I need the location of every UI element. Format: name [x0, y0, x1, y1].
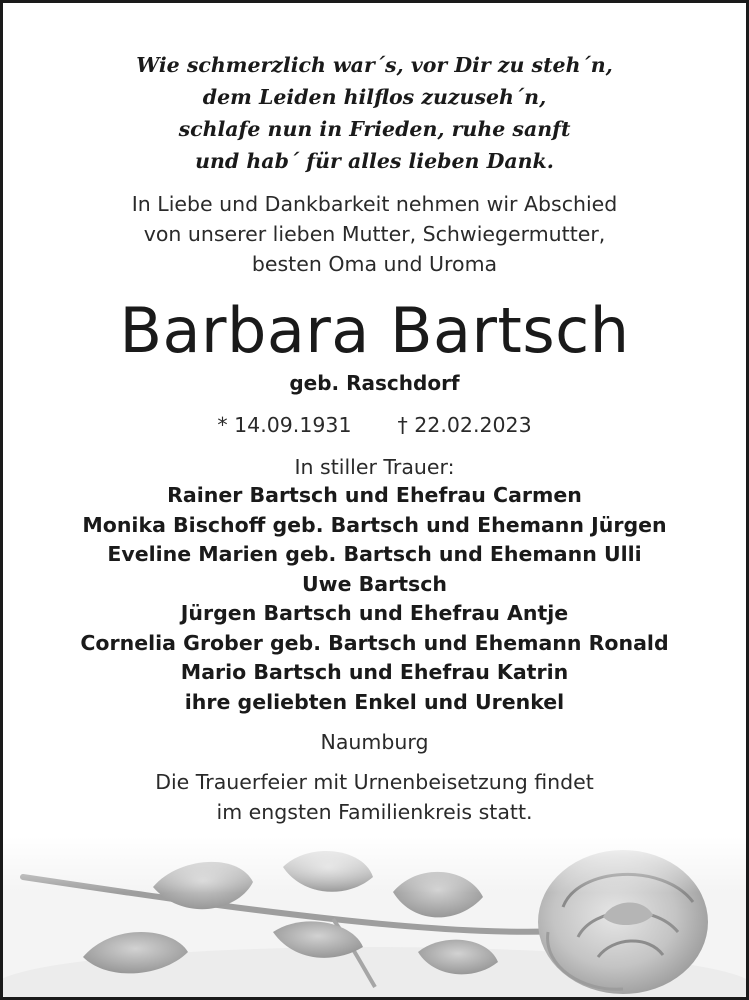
ceremony-line: im engsten Familienkreis statt.: [216, 800, 533, 824]
verse-line: schlafe nun in Frieden, ruhe sanft: [178, 117, 571, 141]
birth-date: * 14.09.1931: [217, 413, 352, 437]
family-member: Rainer Bartsch und Ehefrau Carmen: [167, 483, 582, 507]
family-list: [3, 481, 746, 717]
verse-line: dem Leiden hilflos zuzuseh´n,: [202, 85, 547, 109]
death-date: † 22.02.2023: [397, 413, 532, 437]
family-member: Eveline Marien geb. Bartsch und Ehemann Ulli: [107, 542, 642, 566]
life-dates: [3, 411, 746, 439]
deceased-name: Barbara Bartsch: [119, 294, 630, 367]
family-member: Jürgen Bartsch und Ehefrau Antje: [180, 601, 569, 625]
mourning-label: In stiller Trauer:: [294, 455, 455, 479]
family-member: Cornelia Grober geb. Bartsch und Ehemann Ronald: [80, 630, 669, 655]
verse: [3, 49, 746, 177]
ceremony-note: [3, 767, 746, 827]
intro-line: In Liebe und Dankbarkeit nehmen wir Abschied: [131, 192, 618, 216]
family-member: ihre geliebten Enkel und Urenkel: [184, 689, 565, 714]
intro-line: von unserer lieben Mutter, Schwiegermutter,: [143, 222, 606, 246]
verse-line: und hab´ für alles lieben Dank.: [195, 149, 554, 173]
ceremony-line: Die Trauerfeier mit Urnenbeisetzung findet: [155, 770, 594, 794]
family-member: Monika Bischoff geb. Bartsch und Ehemann Jürgen: [82, 512, 667, 537]
place: Naumburg: [320, 730, 429, 754]
maiden-name: geb. Raschdorf: [289, 371, 460, 395]
intro-line: besten Oma und Uroma: [251, 252, 498, 276]
family-member: Uwe Bartsch: [302, 571, 447, 596]
family-member: Mario Bartsch und Ehefrau Katrin: [180, 660, 569, 684]
intro-text: [3, 189, 746, 279]
rose-illustration: [3, 837, 746, 997]
verse-line: Wie schmerzlich war´s, vor Dir zu steh´n,: [136, 53, 613, 77]
